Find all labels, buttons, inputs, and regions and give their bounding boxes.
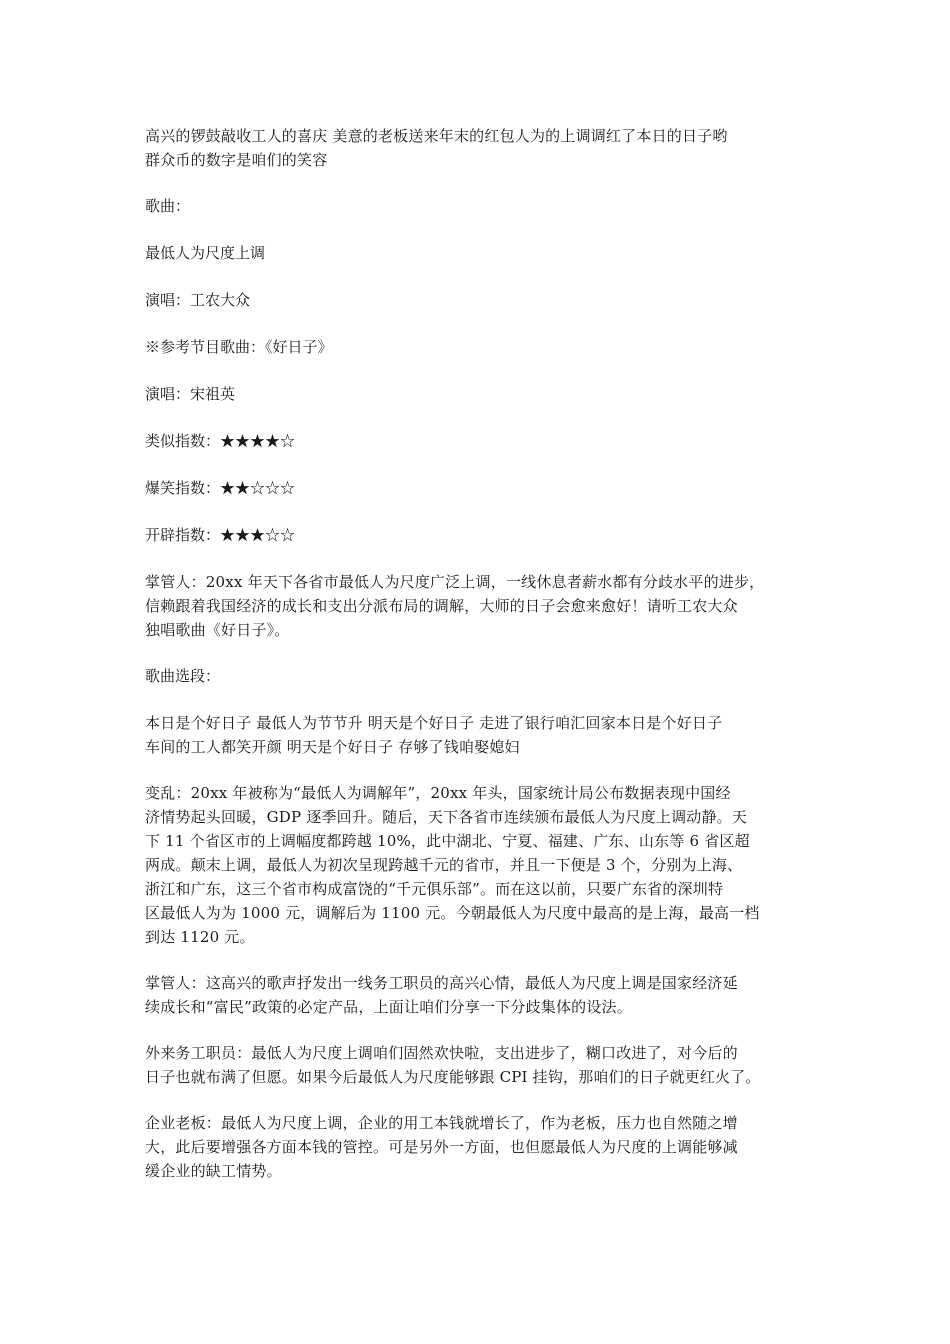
excerpt-label: 歌曲选段：: [145, 667, 221, 685]
song-title: 最低人为尺度上调: [145, 244, 266, 262]
lyrics-paragraph: [145, 711, 815, 759]
boss-paragraph: [145, 1111, 815, 1183]
performer: 演唱：工农大众: [145, 291, 251, 309]
change-paragraph: [145, 781, 815, 949]
reference-song: ※参考节目歌曲：《好日子》: [145, 338, 333, 356]
reference-performer: 演唱：宋祖英: [145, 385, 236, 403]
rating-humor: 爆笑指数：★★☆☆☆: [145, 479, 296, 497]
change-line-3: 下 11 个省区市的上调幅度都跨越 10%，此中湖北、宁夏、福建、广东、山东等 6 省区超: [145, 832, 750, 850]
document-page: [145, 124, 815, 1205]
rating-originality: 开辟指数：★★★☆☆: [145, 526, 296, 544]
boss-line-1: 企业老板：最低人为尺度上调，企业的用工本钱就增长了，作为老板，压力也自然随之增: [145, 1114, 738, 1132]
host-intro-line-3: 独唱歌曲《好日子》。: [145, 621, 290, 639]
boss-line-2: 大，此后要增强各方面本钱的管控。可是另外一方面，也但愿最低人为尺度的上调能够减: [145, 1138, 738, 1156]
host-intro-line-2: 信赖跟着我国经济的成长和支出分派布局的调解，大师的日子会愈来愈好！请听工农大众: [145, 597, 738, 615]
change-line-4: 两成。颠末上调，最低人为初次呈现跨越千元的省市，并且一下便是 3 个，分别为上海、: [145, 856, 743, 874]
change-line-5: 浙江和广东，这三个省市构成富饶的“千元俱乐部”。而在这以前，只要广东省的深圳特: [145, 880, 724, 898]
change-line-2: 济情势起头回暖，GDP 逐季回升。随后，天下各省市连续颁布最低人为尺度上调动静。天: [145, 808, 748, 826]
migrant-worker-paragraph: [145, 1041, 815, 1089]
intro-line-1: 高兴的锣鼓敲收工人的喜庆 美意的老板送来年末的红包人为的上调调红了本日的日子哟: [145, 127, 728, 145]
intro-line-2: 群众币的数字是咱们的笑容: [145, 151, 328, 169]
change-line-1: 变乱：20xx 年被称为“最低人为调解年”，20xx 年头，国家统计局公布数据表现中国经: [145, 784, 731, 802]
change-line-6: 区最低人为为 1000 元，调解后为 1100 元。今朝最低人为尺度中最高的是上海，最高一档: [145, 904, 760, 922]
host-comment-paragraph: [145, 971, 815, 1019]
host-comment-line-2: 续成长和“富民”政策的必定产品，上面让咱们分享一下分歧集体的设法。: [145, 998, 632, 1016]
boss-line-3: 缓企业的缺工情势。: [145, 1162, 282, 1180]
migrant-worker-line-1: 外来务工职员：最低人为尺度上调咱们固然欢快啦，支出进步了，糊口改进了，对今后的: [145, 1044, 738, 1062]
song-label: 歌曲：: [145, 197, 191, 215]
rating-similarity: 类似指数：★★★★☆: [145, 432, 296, 450]
lyrics-line-1: 本日是个好日子 最低人为节节升 明天是个好日子 走进了银行咱汇回家本日是个好日子: [145, 714, 723, 732]
intro-paragraph: [145, 124, 815, 172]
host-comment-line-1: 掌管人：这高兴的歌声抒发出一线务工职员的高兴心情，最低人为尺度上调是国家经济延: [145, 974, 738, 992]
host-intro-paragraph: [145, 570, 815, 642]
migrant-worker-line-2: 日子也就布满了但愿。如果今后最低人为尺度能够跟 CPI 挂钩，那咱们的日子就更红火了。: [145, 1068, 761, 1086]
change-line-7: 到达 1120 元。: [145, 928, 255, 946]
lyrics-line-2: 车间的工人都笑开颜 明天是个好日子 存够了钱咱娶媳妇: [145, 738, 520, 756]
host-intro-line-1: 掌管人：20xx 年天下各省市最低人为尺度广泛上调，一线休息者薪水都有分歧水平的进步，: [145, 573, 765, 591]
